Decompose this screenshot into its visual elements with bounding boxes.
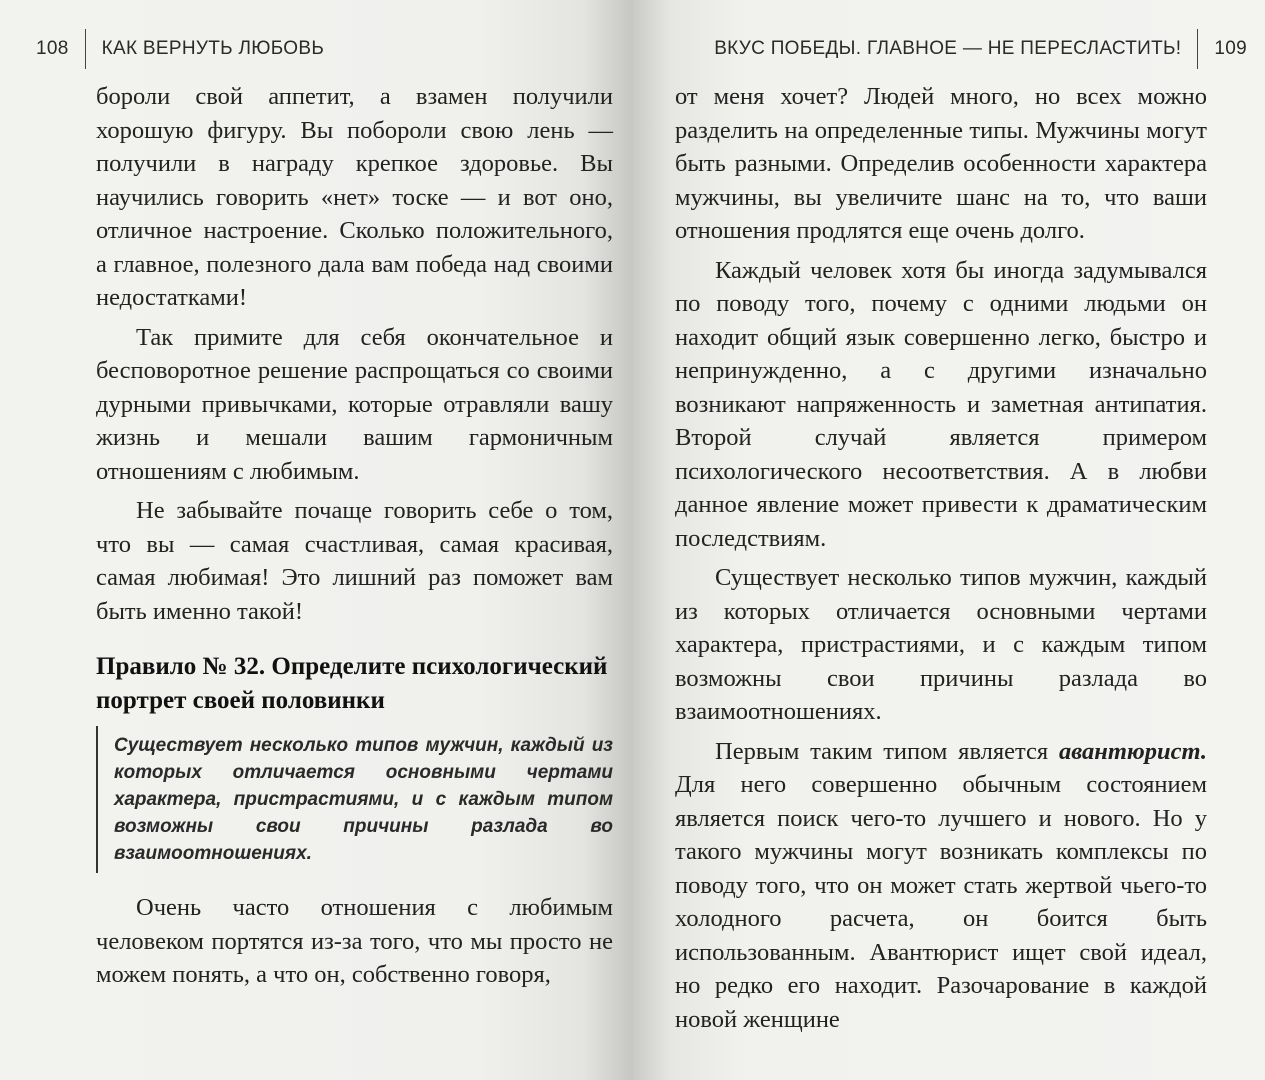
paragraph: от меня хочет? Людей много, но всех можно разделить на определенные типы. Мужчины могут быть разными. Определив особенности характера мужчины, вы увеличите шанс на то, что ваши отношения продлятся еще очень долго. (675, 83, 1207, 244)
left-page-body-continued (96, 891, 613, 992)
rule-heading: Правило № 32. Определите психологический портрет своей половинки (96, 653, 608, 714)
callout-box: Существует несколько типов мужчин, каждый из которых отличается основными чертами характера, пристрастиями, и с каждым типом возможны свои причины разлада во взаимоотношениях. (96, 726, 613, 873)
left-running-title: КАК ВЕРНУТЬ ЛЮБОВЬ (101, 38, 325, 59)
text-run: Для него совершенно обычным состоянием является поиск чего-то лучшего и нового. Но у такого мужчины могут возникать комплексы по поводу того, что он может стать жертвой чьего-то холодного расчета, он боится быть использованным. Авантюрист ищет свой идеал, но редко его находит. Разочарование в каждой новой женщине (675, 771, 1207, 1033)
right-running-title: ВКУС ПОБЕДЫ. ГЛАВНОЕ — НЕ ПЕРЕСЛАСТИТЬ! (714, 38, 1182, 59)
emphasized-term: авантюрист. (1058, 737, 1207, 765)
header-divider (85, 29, 86, 69)
paragraph: Так примите для себя окончательное и бесповоротное решение распрощаться со своими дурными привычками, которые отравляли вашу жизнь и мешали вашим гармоничным отношениям с любимым. (96, 323, 613, 485)
right-page-header (675, 28, 1247, 70)
right-page (633, 0, 1265, 1080)
left-page-body (96, 80, 613, 628)
left-page-number: 108 (36, 38, 69, 59)
right-page-number: 109 (1214, 38, 1247, 59)
paragraph: Каждый человек хотя бы иногда задумывался по поводу того, почему с одними людьми он находит общий язык совершенно легко, быстро и непринужденно, а с другими изначально возникают напряженность и заметная антипатия. Второй случай является примером психологического несоответствия. А в любви данное явление может привести к драматическим последствиям. (675, 256, 1207, 552)
left-page-header (36, 28, 613, 70)
paragraph: Не забывайте почаще говорить себе о том, что вы — самая счастливая, самая красивая, самая любимая! Это лишний раз поможет вам быть именно такой! (96, 497, 613, 625)
paragraph (675, 735, 1207, 1037)
right-page-body (675, 80, 1207, 1036)
text-run: Первым таким типом является (715, 737, 1059, 765)
paragraph: Очень часто отношения с любимым человеком портятся из-за того, что мы просто не можем понять, а что он, собственно говоря, (96, 894, 613, 988)
paragraph: Существует несколько типов мужчин, каждый из которых отличается основными чертами характера, пристрастиями, и с каждым типом возможны свои причины разлада во взаимоотношениях. (675, 564, 1207, 725)
header-divider (1197, 29, 1198, 69)
paragraph: бороли свой аппетит, а взамен получили хорошую фигуру. Вы побороли свою лень — получили в награду крепкое здоровье. Вы научились говорить «нет» тоске — и вот оно, отличное настроение. Сколько положительного, а главное, полезного дала вам победа над своими недостатками! (96, 83, 613, 311)
